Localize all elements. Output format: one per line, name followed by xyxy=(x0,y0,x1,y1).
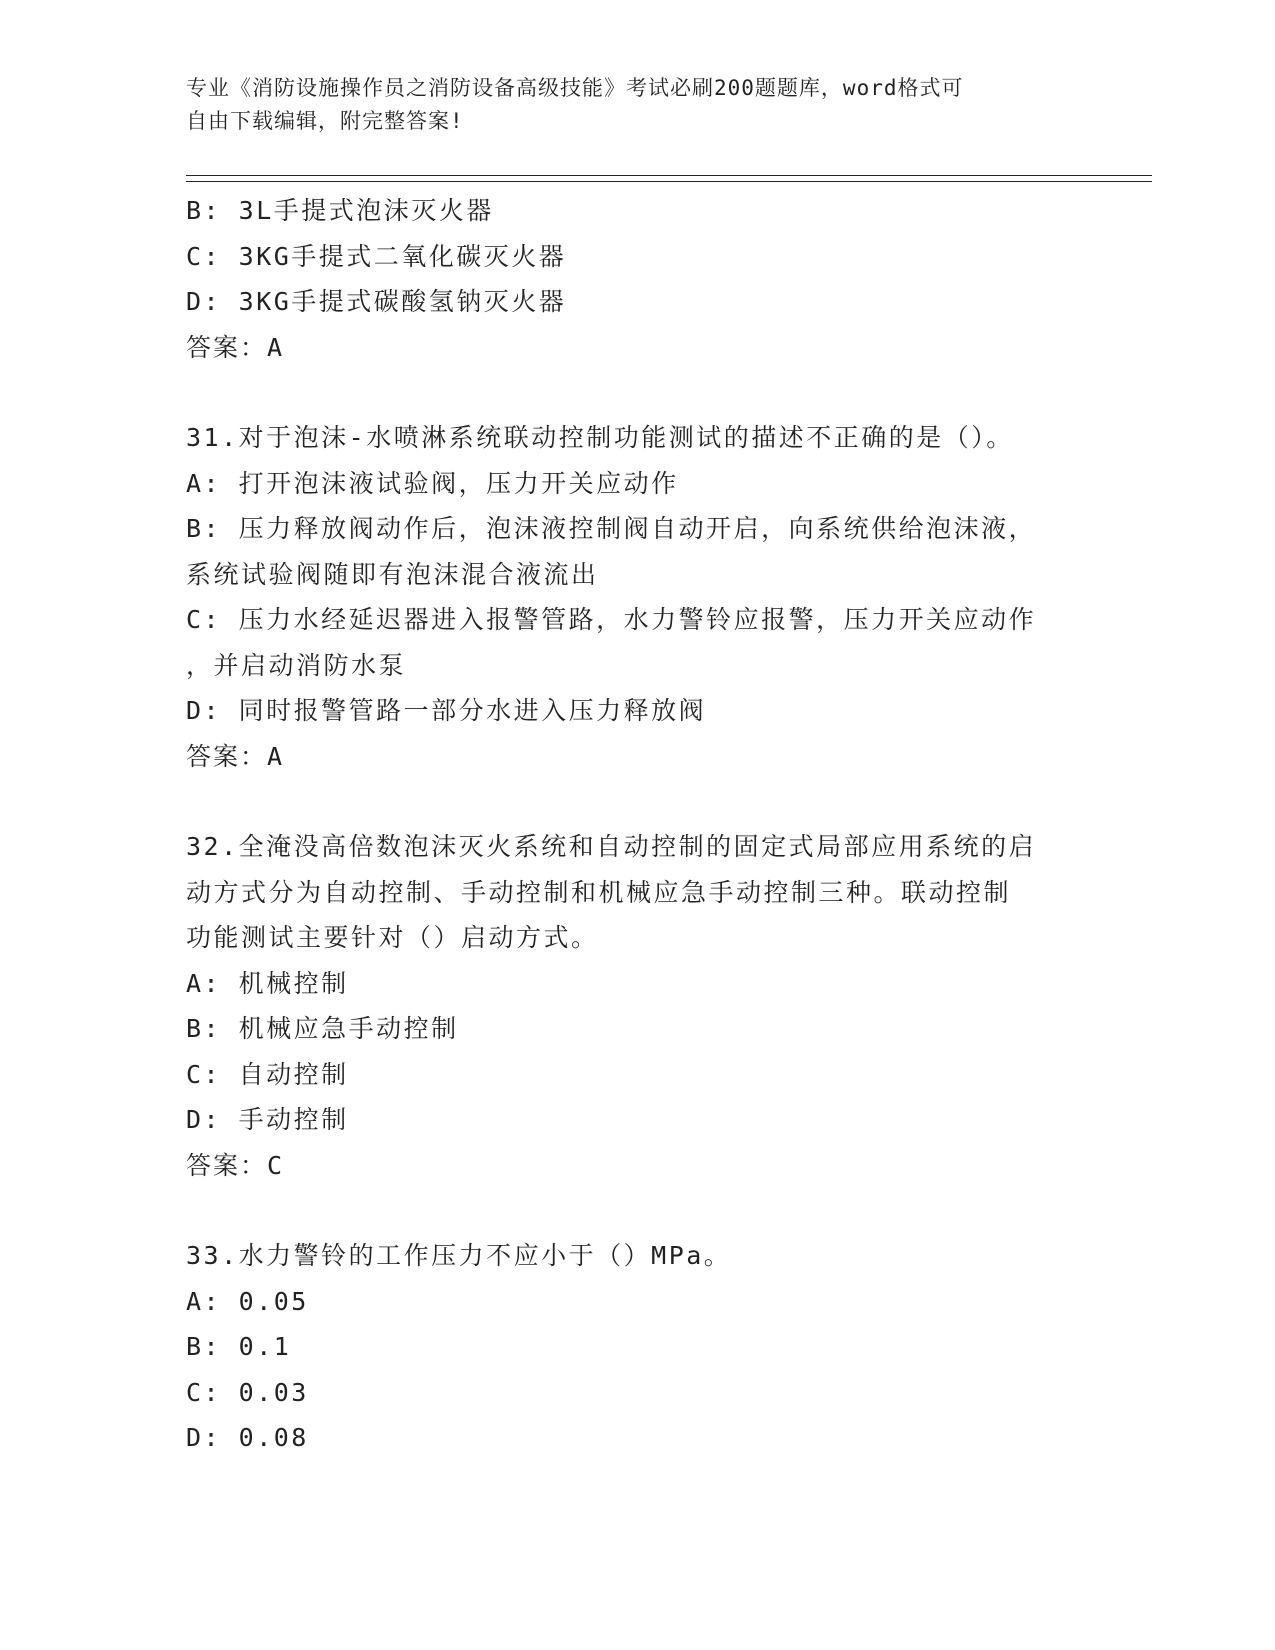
option-d: D: 手动控制 xyxy=(186,1105,349,1134)
document-header xyxy=(186,72,1066,138)
option-a: A: 机械控制 xyxy=(186,968,349,998)
option-c-continued: ，并启动消防水泵 xyxy=(186,650,407,680)
option-c: C: 0.03 xyxy=(186,1377,309,1407)
question-32 xyxy=(186,824,1086,1188)
option-c: C: 自动控制 xyxy=(186,1059,349,1089)
option-b: B: 机械应急手动控制 xyxy=(186,1014,459,1043)
question-text: 33.水力警铃的工作压力不应小于（）MPa。 xyxy=(186,1241,732,1270)
answer: 答案：C xyxy=(186,1150,285,1180)
option-b: B: 3L手提式泡沫灭火器 xyxy=(186,196,494,225)
header-divider-bottom xyxy=(186,181,1152,182)
header-line-1: 专业《消防设施操作员之消防设备高级技能》考试必刷200题题库，word格式可 xyxy=(186,76,964,100)
option-d: D: 0.08 xyxy=(186,1423,309,1452)
spacer xyxy=(186,370,1086,415)
question-text: 31.对于泡沫-水喷淋系统联动控制功能测试的描述不正确的是（）。 xyxy=(186,423,1014,452)
option-b: B: 压力释放阀动作后，泡沫液控制阀自动开启，向系统供给泡沫液， xyxy=(186,514,1037,543)
header-divider-top xyxy=(186,175,1152,176)
option-a: A: 0.05 xyxy=(186,1286,309,1316)
answer: 答案：A xyxy=(186,332,285,362)
option-d: D: 同时报警管路一部分水进入压力释放阀 xyxy=(186,696,707,725)
option-c: C: 3KG手提式二氧化碳灭火器 xyxy=(186,241,567,271)
option-c: C: 压力水经延迟器进入报警管路，水力警铃应报警，压力开关应动作 xyxy=(186,605,1037,634)
header-line-2: 自由下载编辑，附完整答案! xyxy=(186,109,464,133)
spacer xyxy=(186,1188,1086,1233)
question-33 xyxy=(186,1233,1086,1461)
question-text-continued: 功能测试主要针对（）启动方式。 xyxy=(186,923,599,952)
question-30-tail xyxy=(186,188,1086,370)
option-b-continued: 系统试验阀随即有泡沫混合液流出 xyxy=(186,559,599,589)
question-31 xyxy=(186,415,1086,779)
spacer xyxy=(186,779,1086,824)
option-d: D: 3KG手提式碳酸氢钠灭火器 xyxy=(186,287,567,316)
question-list xyxy=(186,188,1086,1461)
option-a: A: 打开泡沫液试验阀，压力开关应动作 xyxy=(186,468,679,498)
question-text-continued: 动方式分为自动控制、手动控制和机械应急手动控制三种。联动控制 xyxy=(186,877,1012,907)
question-text: 32.全淹没高倍数泡沫灭火系统和自动控制的固定式局部应用系统的启 xyxy=(186,832,1037,861)
option-b: B: 0.1 xyxy=(186,1332,292,1361)
answer: 答案：A xyxy=(186,741,285,771)
